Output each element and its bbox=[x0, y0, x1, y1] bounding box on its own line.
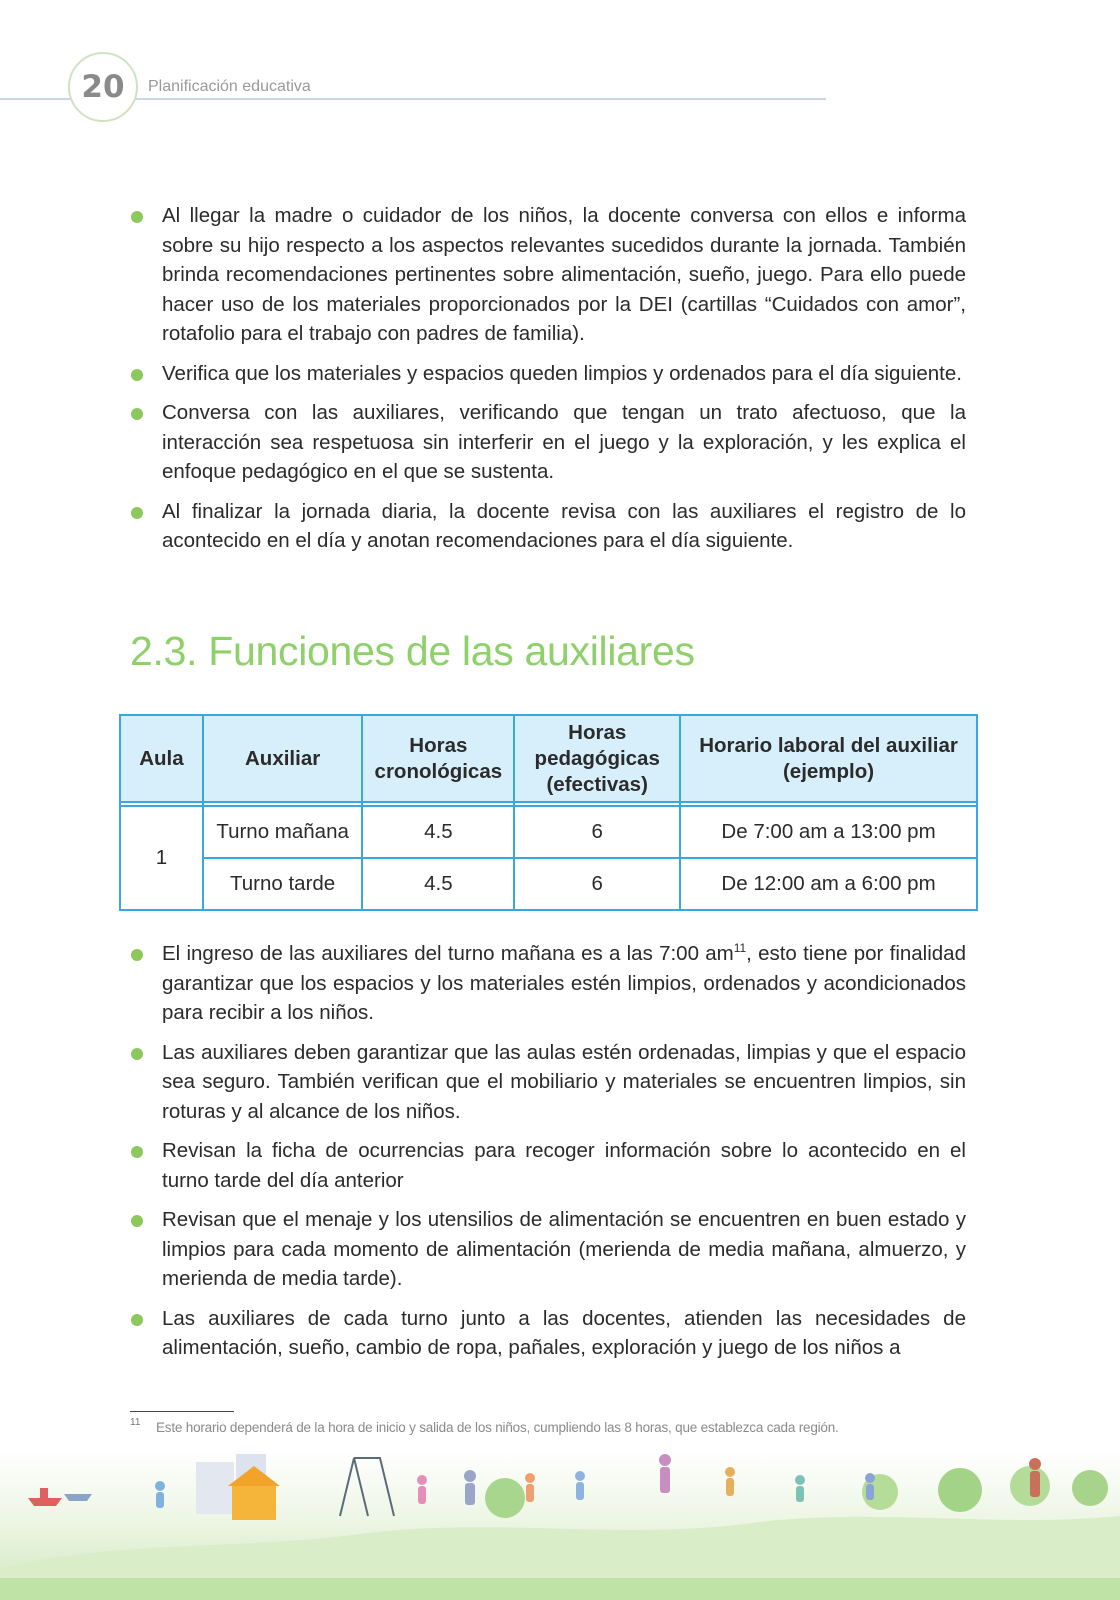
bullet-dot-icon bbox=[131, 1215, 143, 1227]
cell-auxiliar: Turno tarde bbox=[203, 858, 363, 910]
cell-aula: 1 bbox=[120, 806, 203, 910]
landscape-illustration bbox=[0, 1450, 1120, 1600]
list-item-text: Revisan que el menaje y los utensilios de alimentación se encuentren en buen estado y limpios para cada momento de alimentación (merienda de media mañana, almuerzo, y merienda de media tarde). bbox=[162, 1208, 966, 1290]
person-icon bbox=[155, 1481, 165, 1491]
header-horas-cronologicas: Horas cronológicas bbox=[362, 715, 514, 802]
list-item bbox=[130, 1038, 966, 1127]
cell-auxiliar: Turno mañana bbox=[203, 806, 363, 858]
person-body bbox=[796, 1486, 804, 1502]
list-item bbox=[130, 497, 966, 556]
footnote-ref[interactable]: 11 bbox=[733, 941, 747, 956]
bullet-dot-icon bbox=[131, 369, 143, 381]
ground-band bbox=[0, 1578, 1120, 1600]
person-icon bbox=[417, 1475, 427, 1485]
header-auxiliar: Auxiliar bbox=[203, 715, 363, 802]
footnote-text: Este horario dependerá de la hora de inicio y salida de los niños, cumpliendo las 8 horas, que establezca cada región. bbox=[156, 1420, 839, 1435]
list-item-text: Verifica que los materiales y espacios queden limpios y ordenados para el día siguiente. bbox=[162, 361, 962, 385]
auxiliares-table bbox=[119, 714, 978, 911]
list-item-text: Al finalizar la jornada diaria, la docente revisa con las auxiliares el registro de lo acontecido en el día y anotan recomendaciones para el día siguiente. bbox=[162, 499, 966, 552]
person-body bbox=[726, 1478, 734, 1496]
footnote-number: 11 bbox=[130, 1417, 141, 1428]
list-item-text: Al llegar la madre o cuidador de los niños, la docente conversa con ellos e informa sobre su hijo respecto a los aspectos relevantes sucedidos durante la jornada. También brinda recomendaciones pertinentes sobre alimentación, sueño, juego. Para ello puede hacer uso de los materiales proporcionados por la DEI (cartillas “Cuidados con amor”, rotafolio para el trabajo con padres de familia). bbox=[162, 204, 966, 345]
header-aula: Aula bbox=[120, 715, 203, 802]
list-item-text: El ingreso de las auxiliares del turno mañana es a las 7:00 am bbox=[162, 942, 734, 965]
list-item-text: Las auxiliares de cada turno junto a las docentes, atienden las necesidades de alimentación, sueño, cambio de ropa, pañales, exploración y juego de los niños a bbox=[162, 1306, 966, 1359]
person-icon bbox=[865, 1473, 875, 1483]
cell-horas-pedagogicas: 6 bbox=[514, 806, 680, 858]
bullet-list-docente bbox=[130, 201, 966, 566]
footnote-rule bbox=[130, 1411, 234, 1412]
list-item bbox=[130, 359, 966, 389]
header-horario-laboral: Horario laboral del auxiliar (ejemplo) bbox=[680, 715, 977, 802]
list-item bbox=[130, 939, 966, 1028]
person-body bbox=[866, 1484, 874, 1500]
bullet-list-auxiliares bbox=[130, 939, 966, 1373]
cell-horario: De 12:00 am a 6:00 pm bbox=[680, 858, 977, 910]
person-icon bbox=[575, 1471, 585, 1481]
cell-horas-cronologicas: 4.5 bbox=[362, 806, 514, 858]
cell-horas-pedagogicas: 6 bbox=[514, 858, 680, 910]
bullet-dot-icon bbox=[131, 211, 143, 223]
list-item bbox=[130, 1136, 966, 1195]
person-body bbox=[660, 1467, 670, 1493]
list-item-text: Las auxiliares deben garantizar que las aulas estén ordenadas, limpias y que el espacio sea seguro. También verifican que el mobiliario y materiales se encuentren limpios, sin roturas y al alcance de los niños. bbox=[162, 1040, 966, 1123]
cell-horario: De 7:00 am a 13:00 pm bbox=[680, 806, 977, 858]
list-item bbox=[130, 201, 966, 349]
section-title: 2.3. Funciones de las auxiliares bbox=[130, 628, 695, 674]
bullet-dot-icon bbox=[131, 408, 143, 420]
person-icon bbox=[464, 1470, 476, 1482]
person-icon bbox=[795, 1475, 805, 1485]
tree-shape bbox=[1072, 1470, 1108, 1506]
table-header-row bbox=[120, 715, 977, 802]
person-icon bbox=[525, 1473, 535, 1483]
header-horas-pedagogicas: Horas pedagógicas (efectivas) bbox=[514, 715, 680, 802]
person-body bbox=[465, 1483, 475, 1505]
person-icon bbox=[659, 1454, 671, 1466]
tree-shape bbox=[938, 1468, 982, 1512]
bullet-dot-icon bbox=[131, 1314, 143, 1326]
person-body bbox=[418, 1486, 426, 1504]
list-item bbox=[130, 398, 966, 487]
person-body bbox=[156, 1492, 164, 1508]
bullet-dot-icon bbox=[131, 1048, 143, 1060]
building-shape bbox=[196, 1462, 234, 1514]
list-item-text: Conversa con las auxiliares, verificando que tengan un trato afectuoso, que la interacción sea respetuosa sin interferir en el juego y la exploración, y les explica el enfoque pedagógico en el que se sustenta. bbox=[162, 401, 966, 483]
list-item bbox=[130, 1205, 966, 1294]
cell-horas-cronologicas: 4.5 bbox=[362, 858, 514, 910]
bullet-dot-icon bbox=[131, 1146, 143, 1158]
boat-cabin bbox=[40, 1488, 48, 1498]
running-title: Planificación educativa bbox=[148, 78, 311, 95]
table-row bbox=[120, 806, 977, 858]
table-row bbox=[120, 858, 977, 910]
bullet-dot-icon bbox=[131, 507, 143, 519]
list-item bbox=[130, 1304, 966, 1363]
tree-shape bbox=[485, 1478, 525, 1518]
list-item-text: , esto tiene por finalidad garantizar que los espacios y los materiales estén limpios, ordenados y acondicionados para recibir a los niños. bbox=[162, 942, 966, 1024]
person-body bbox=[1030, 1471, 1040, 1497]
house-shape bbox=[232, 1484, 276, 1520]
person-icon bbox=[1029, 1458, 1041, 1470]
person-body bbox=[526, 1484, 534, 1502]
list-item-text: Revisan la ficha de ocurrencias para recoger información sobre lo acontecido en el turno tarde del día anterior bbox=[162, 1139, 966, 1192]
person-body bbox=[576, 1482, 584, 1500]
person-icon bbox=[725, 1467, 735, 1477]
bullet-dot-icon bbox=[131, 949, 143, 961]
page-number: 20 bbox=[68, 52, 138, 122]
